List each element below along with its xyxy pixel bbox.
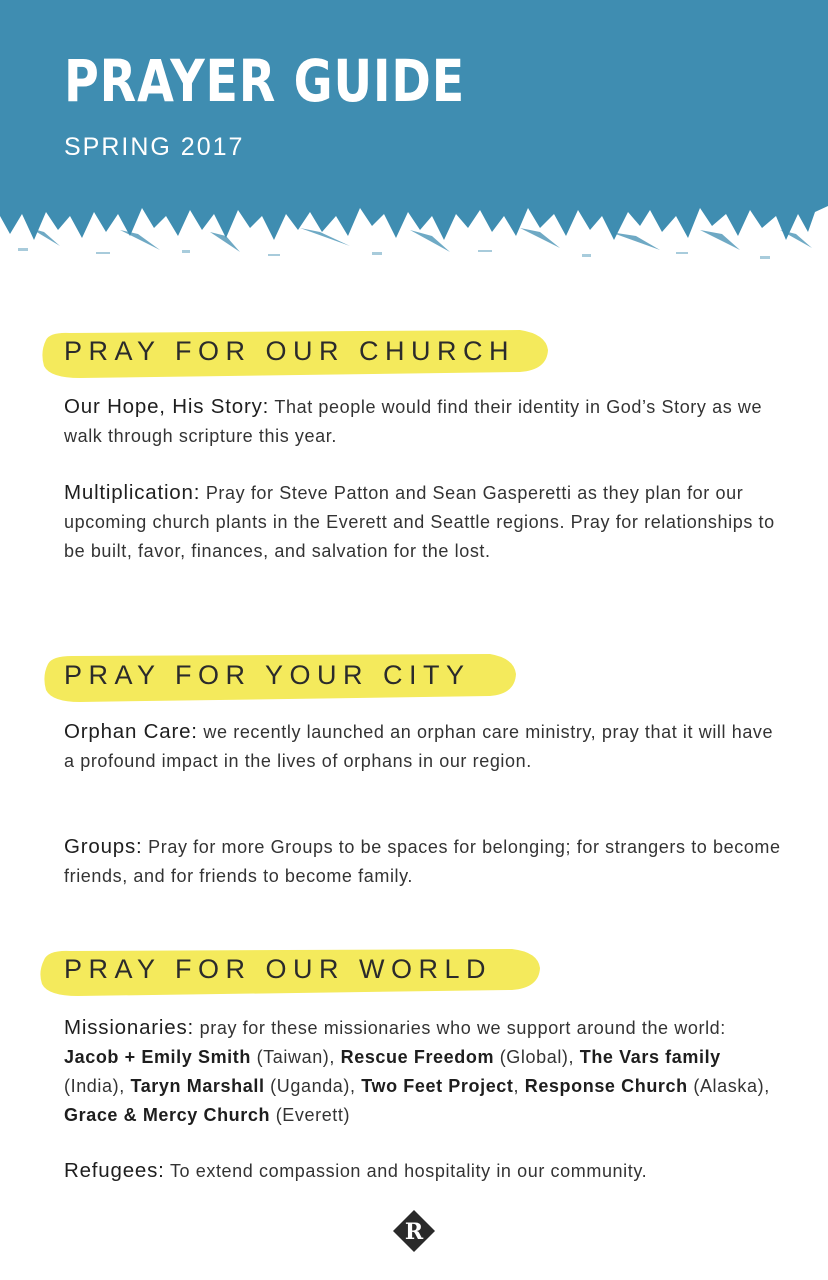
diamond-r-logo-icon (392, 1209, 436, 1253)
item-label: Missionaries: (64, 1016, 195, 1039)
page-subtitle: SPRING 2017 (64, 133, 245, 161)
section-heading (0, 944, 828, 1000)
item-text: we recently launched an orphan care ministry, pray that it will have a profound impact in the lives of orphans in our region. (64, 722, 774, 771)
missionary-name: Jacob + Emily Smith (64, 1047, 251, 1067)
prayer-item-refugees (64, 1156, 804, 1186)
prayer-item-orphan-care (64, 717, 784, 776)
missionary-place: (Alaska) (693, 1076, 765, 1096)
logo-letter: R (404, 1219, 424, 1245)
section-title: PRAY FOR OUR WORLD (64, 954, 493, 984)
missionary-name: The Vars family (579, 1047, 721, 1067)
section-heading (0, 650, 828, 706)
missionary-place: (India) (64, 1076, 120, 1096)
missionary-name: Taryn Marshall (130, 1076, 265, 1096)
item-label: Refugees: (64, 1159, 165, 1182)
page-title: PRAYER GUIDE (64, 47, 466, 115)
missionary-place: (Taiwan) (256, 1047, 330, 1067)
item-text: Pray for Steve Patton and Sean Gasperetti as they plan for our upcoming church plants in the Everett and Seattle regions. Pray for relationships to be built, favor, finances, and salvation for the lost. (64, 483, 775, 561)
section-title: PRAY FOR OUR CHURCH (64, 336, 516, 366)
item-label: Multiplication: (64, 481, 201, 504)
item-label: Our Hope, His Story: (64, 395, 270, 418)
missionary-place: (Uganda) (270, 1076, 351, 1096)
section-our-church (0, 326, 828, 382)
missionary-place: (Everett) (275, 1105, 351, 1125)
section-heading (0, 326, 828, 382)
missionary-name: Grace & Mercy Church (64, 1105, 271, 1125)
prayer-item-missionaries: Missionaries: pray for these missionaries who we support around the world: Jacob + Emily Smith (Taiwan), Rescue Freedom (Global), The Vars family (India), Taryn Marshall (Uganda), Two Feet Project, Response Church (Alaska), Grace & Mercy Church (Everett) (64, 1016, 770, 1125)
section-our-world (0, 944, 828, 1000)
prayer-item-groups (64, 832, 784, 891)
section-your-city (0, 650, 828, 706)
item-text: To extend compassion and hospitality in our community. (169, 1161, 648, 1181)
item-label: Groups: (64, 835, 143, 858)
header-banner (0, 0, 828, 290)
prayer-item-our-hope (64, 392, 784, 451)
item-label: Orphan Care: (64, 720, 198, 743)
prayer-item-multiplication (64, 478, 784, 566)
item-text: That people would find their identity in God’s Story as we walk through scripture this year. (64, 397, 763, 446)
section-title: PRAY FOR YOUR CITY (64, 660, 471, 690)
item-intro: pray for these missionaries who we support around the world: (199, 1018, 726, 1038)
missionary-name: Response Church (524, 1076, 688, 1096)
missionary-name: Rescue Freedom (340, 1047, 495, 1067)
missionary-place: (Global) (499, 1047, 569, 1067)
missionary-name: Two Feet Project (361, 1076, 514, 1096)
item-text: Pray for more Groups to be spaces for belonging; for strangers to become friends, and for friends to become family. (64, 837, 781, 886)
